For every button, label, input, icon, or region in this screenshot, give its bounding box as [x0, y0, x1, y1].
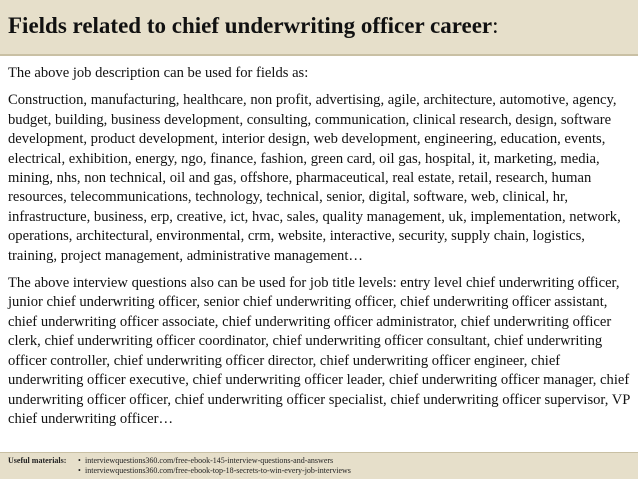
job-levels-paragraph: The above interview questions also can be used for job title levels: entry level chief underwriting officer, junior chief underwriting officer, senior chief underwriting officer, chief underwriting officer assistant, chief underwriting officer associate, chief underwriting officer administrator, chief underwriting officer clerk, chief underwriting officer coordinator, chief underwriting officer consultant, chief underwriting officer controller, chief underwriting officer director, chief underwriting officer engineer, chief underwriting officer executive, chief underwriting officer leader, chief underwriting officer manager, chief underwriting officer officer, chief underwriting officer specialist, chief underwriting officer supervisor, VP chief underwriting officer… — [8, 275, 630, 427]
title-band — [0, 0, 638, 56]
intro-paragraph: The above job description can be used for fields as: — [8, 65, 309, 81]
ebook-link-18-secrets-text: interviewquestions360.com/free-ebook-top-18-secrets-to-win-every-job-interviews — [85, 466, 351, 475]
useful-materials-links — [78, 456, 351, 476]
useful-materials-label: Useful materials: — [8, 456, 67, 465]
page-title-text: Fields related to chief underwriting officer career — [8, 13, 493, 38]
page-title-colon: : — [492, 13, 499, 38]
fields-paragraph: Construction, manufacturing, healthcare, non profit, advertising, agile, architecture, automotive, agency, budget, building, business development, consulting, communication, clinical research, design, software development, product development, interior design, web development, engineering, education, events, electrical, exhibition, energy, ngo, finance, fashion, green card, oil gas, hospital, it, marketing, media, mining, nhs, non technical, oil and gas, offshore, pharmaceutical, real estate, retail, research, human resources, telecommunications, technology, technical, senior, digital, software, web, clinical, hr, infrastructure, business, erp, creative, ict, hvac, sales, quality management, uk, implementation, network, operations, architectural, environmental, crm, website, interactive, security, supply chain, logistics, training, project management, administrative management… — [8, 92, 621, 264]
ebook-link-18-secrets[interactable] — [78, 466, 351, 476]
footer-band — [0, 452, 638, 479]
ebook-link-145-questions-text: interviewquestions360.com/free-ebook-145-interview-questions-and-answers — [85, 456, 334, 465]
page-title — [8, 12, 499, 40]
bullet-icon: • — [78, 456, 81, 465]
ebook-link-145-questions[interactable] — [78, 456, 351, 466]
bullet-icon: • — [78, 466, 81, 475]
slide-body — [8, 64, 634, 429]
